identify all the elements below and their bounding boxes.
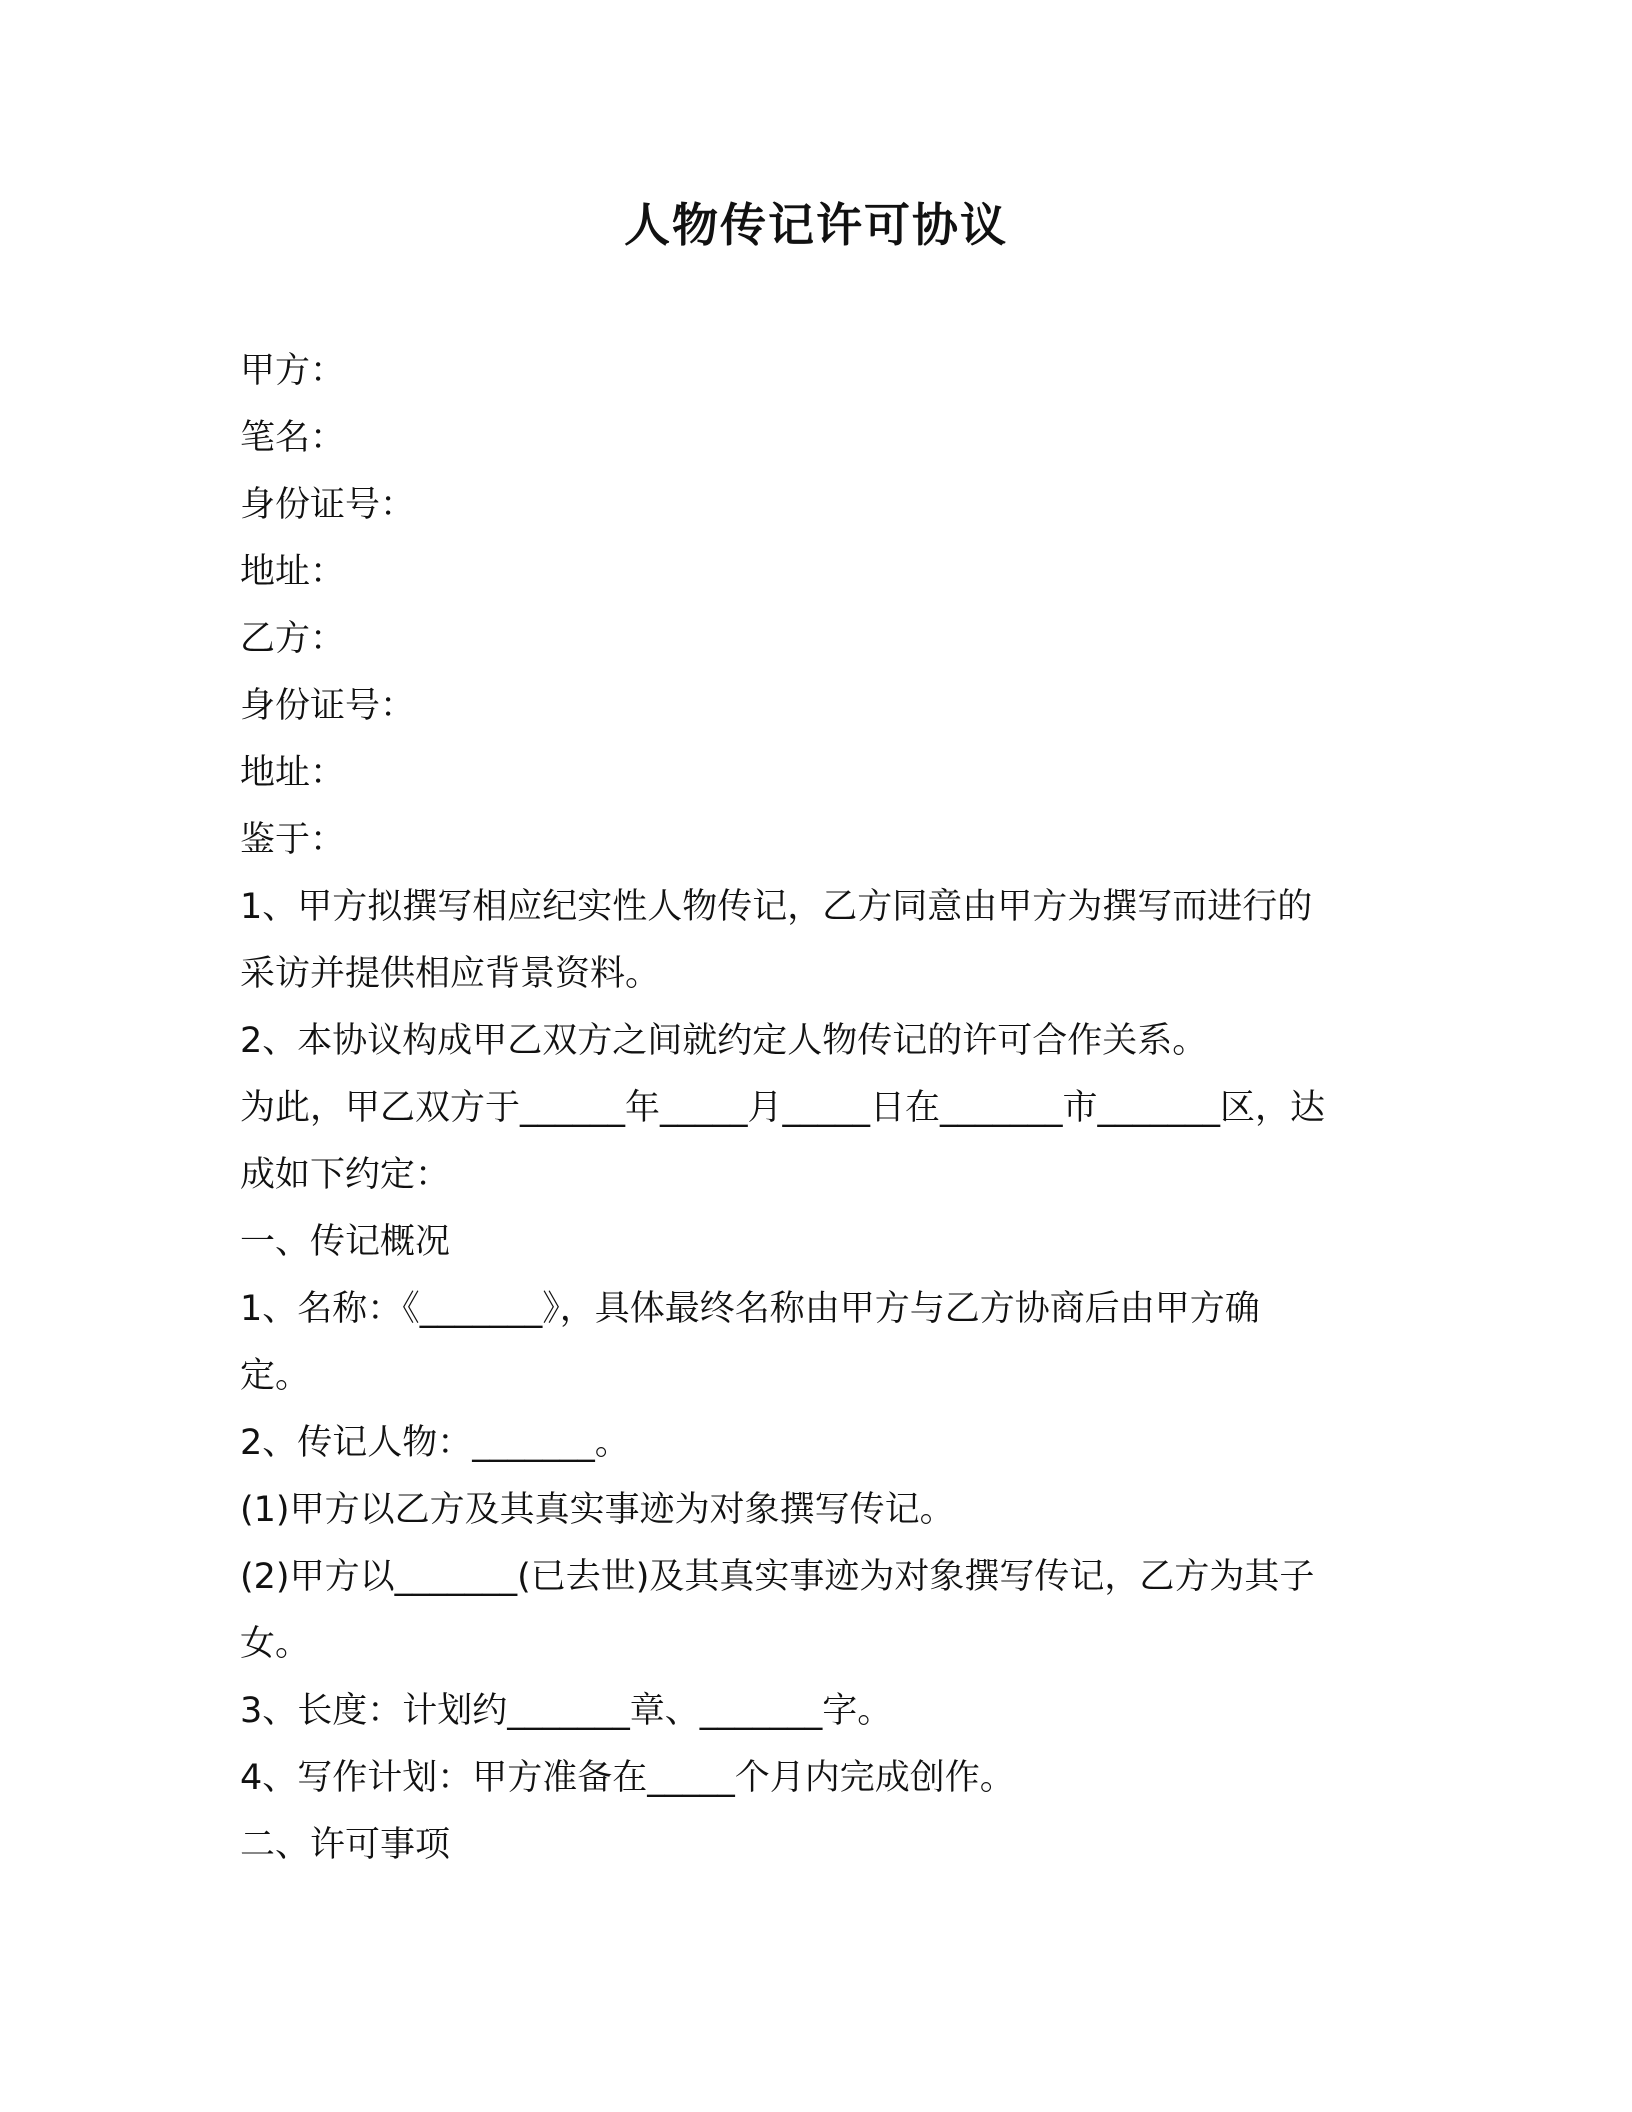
- whereas-clause-1: 1、甲方拟撰写相应纪实性人物传记，乙方同意由甲方为撰写而进行的: [240, 887, 1313, 927]
- whereas-heading: 鉴于：: [240, 820, 346, 860]
- clause-subject-option-2: (2)甲方以_______(已去世)及其真实事迹为对象撰写传记，乙方为其子: [240, 1557, 1315, 1597]
- clause-subject: 2、传记人物：_______。: [240, 1423, 630, 1463]
- clause-length: 3、长度：计划约_______章、_______字。: [240, 1691, 893, 1731]
- field-pen-name: 笔名：: [240, 418, 346, 458]
- clause-subject-option-1: (1)甲方以乙方及其真实事迹为对象撰写传记。: [240, 1490, 955, 1530]
- field-party-b-address: 地址：: [240, 753, 346, 793]
- whereas-clause-1-cont: 采访并提供相应背景资料。: [240, 954, 661, 994]
- section-heading-2: 二、许可事项: [240, 1825, 451, 1865]
- agreement-intro: 为此，甲乙双方于______年_____月_____日在_______市_______区，达: [240, 1088, 1326, 1128]
- field-party-a-address: 地址：: [240, 552, 346, 592]
- clause-name-cont: 定。: [240, 1356, 311, 1396]
- document-body: [240, 338, 1380, 1879]
- clause-name: 1、名称：《_______》，具体最终名称由甲方与乙方协商后由甲方确: [240, 1289, 1260, 1329]
- whereas-clause-2: 2、本协议构成甲乙双方之间就约定人物传记的许可合作关系。: [240, 1021, 1208, 1061]
- field-party-b: 乙方：: [240, 619, 346, 659]
- document-title: 人物传记许可协议: [624, 198, 1008, 252]
- section-heading-1: 一、传记概况: [240, 1222, 451, 1262]
- clause-writing-plan: 4、写作计划：甲方准备在_____个月内完成创作。: [240, 1758, 1015, 1798]
- agreement-intro-cont: 成如下约定：: [240, 1155, 451, 1195]
- clause-subject-option-2-cont: 女。: [240, 1624, 311, 1664]
- field-party-a-id: 身份证号：: [240, 485, 416, 525]
- field-party-b-id: 身份证号：: [240, 686, 416, 726]
- field-party-a: 甲方：: [240, 351, 346, 391]
